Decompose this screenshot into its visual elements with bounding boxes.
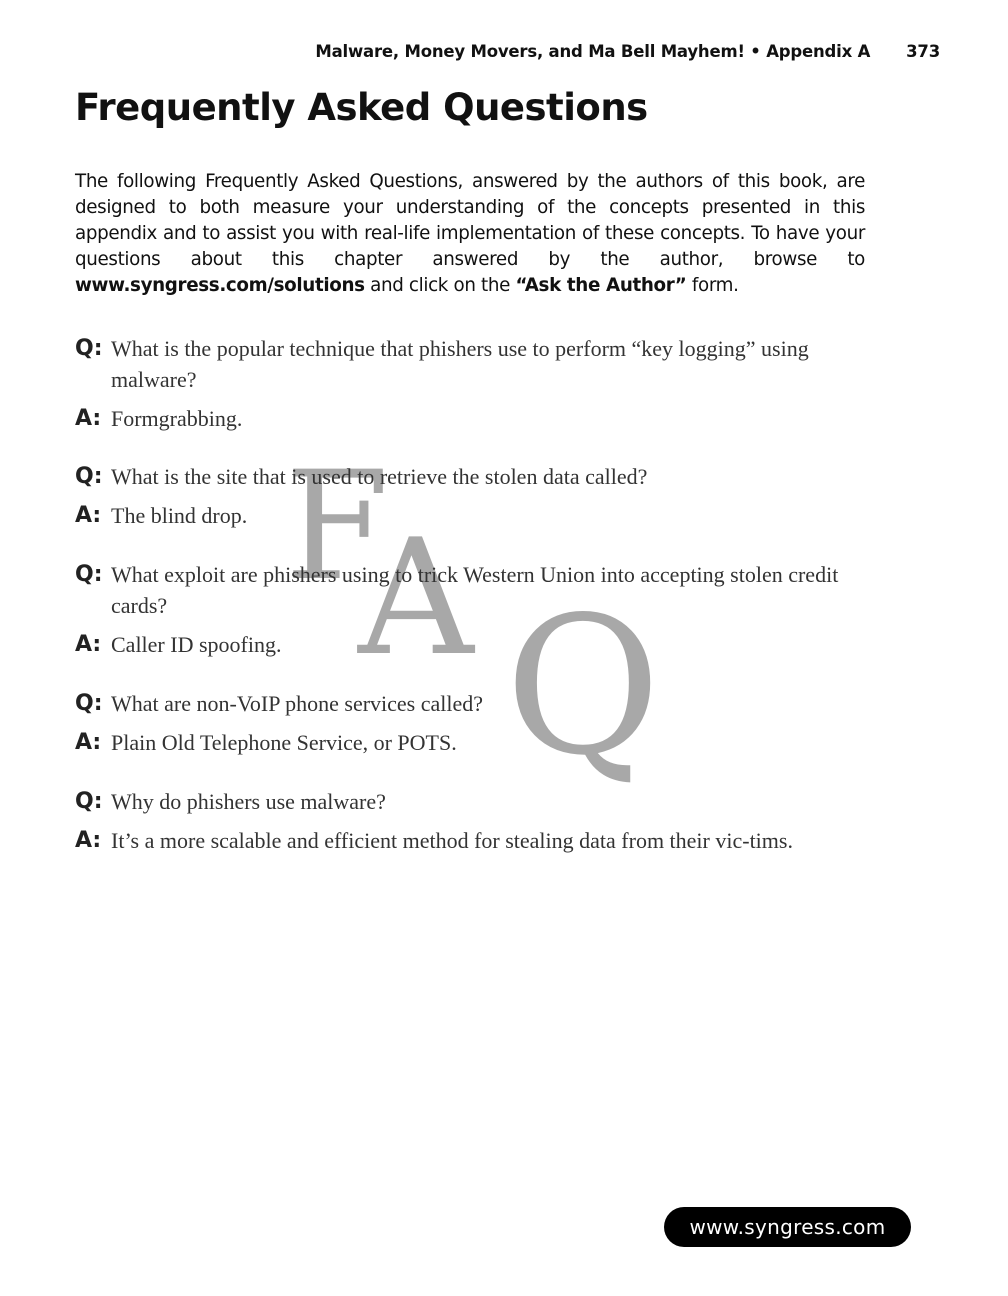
question-text: What are non-VoIP phone services called? [111,691,484,716]
intro-paragraph [75,169,865,299]
question-text: What is the popular technique that phishers use to perform “key logging” using malware? [111,336,809,392]
faq-item [75,688,865,758]
solutions-link: www.syngress.com/solutions [75,275,365,296]
q-label: Q: [75,336,103,361]
answer-text: The blind drop. [111,503,248,528]
answer-text: It’s a more scalable and efficient method for stealing data from their vic-tims. [111,828,793,853]
question-text: What is the site that is used to retrieve the stolen data called? [111,464,648,489]
a-label: A: [75,406,102,431]
q-label: Q: [75,562,103,587]
question-text: Why do phishers use malware? [111,789,386,814]
faq-item [75,559,865,660]
intro-text-2: and click on the [364,275,516,296]
ask-the-author-form: “Ask the Author” [515,275,687,296]
q-label: Q: [75,691,103,716]
running-head [315,42,940,61]
a-label: A: [75,828,102,853]
a-label: A: [75,632,102,657]
question [75,461,865,492]
intro-text-1: The following Frequently Asked Questions, answered by the authors of this book, are designed to both measure your understanding of the concepts presented in this appendix and to assist you with real-life implementation of these concepts. To have your questions about this chapter answered by the author, browse to [75,171,865,270]
intro-text-3: form. [686,275,739,296]
watermark-letter-a: A [358,504,474,691]
running-title: Malware, Money Movers, and Ma Bell Mayhem! • Appendix A [315,42,871,61]
answer-text: Formgrabbing. [111,406,243,431]
answer-text: Plain Old Telephone Service, or POTS. [111,730,457,755]
question [75,786,865,817]
a-label: A: [75,730,102,755]
question [75,688,865,719]
question-text: What exploit are phishers using to trick Western Union into accepting stolen credit cards? [111,562,839,618]
syngress-url-badge: www.syngress.com [664,1207,911,1247]
answer [75,727,865,758]
watermark-letter-q: Q [505,576,661,797]
q-label: Q: [75,464,103,489]
answer-text: Caller ID spoofing. [111,632,282,657]
q-label: Q: [75,789,103,814]
a-label: A: [75,503,102,528]
page-title: Frequently Asked Questions [75,86,648,129]
page-number: 373 [906,42,940,61]
question [75,559,865,621]
answer [75,629,865,660]
faq-item [75,333,865,434]
question [75,333,865,395]
faq-item [75,461,865,531]
faq-item [75,786,865,856]
answer [75,403,865,434]
answer [75,500,865,531]
watermark-letter-f: F [285,440,390,614]
answer [75,825,865,856]
